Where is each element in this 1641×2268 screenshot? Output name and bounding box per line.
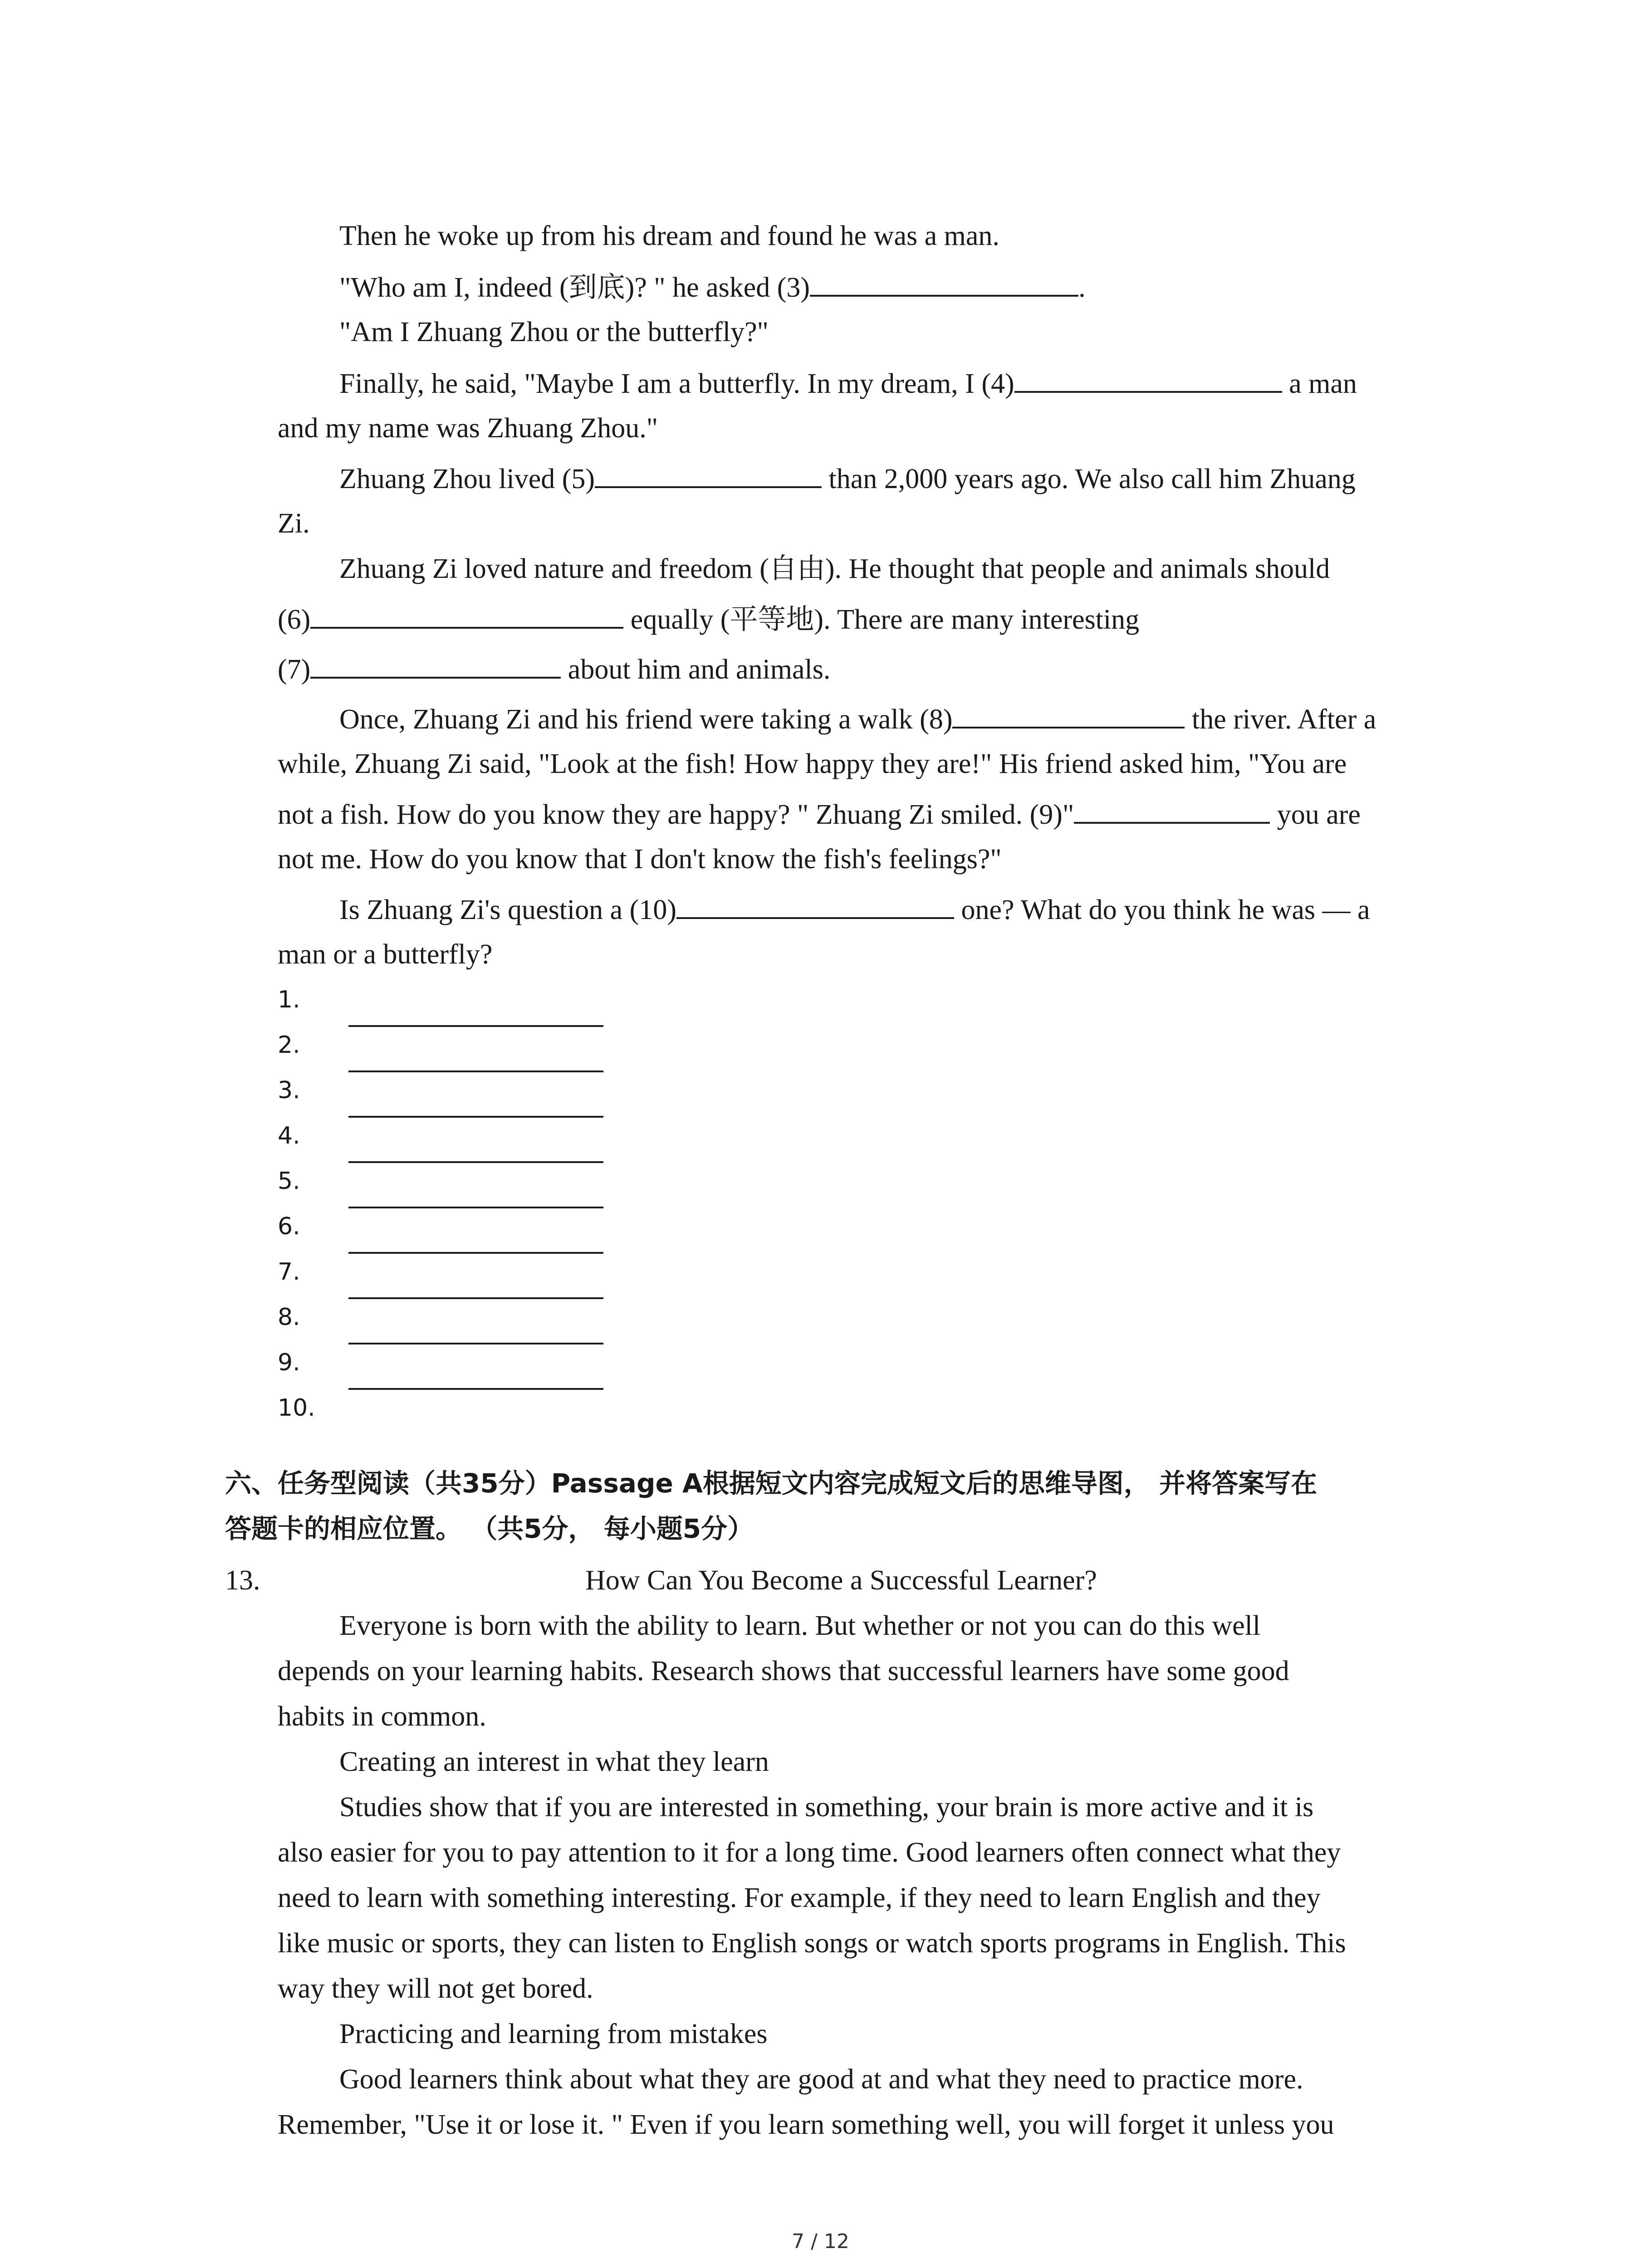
answer-line[interactable]: [348, 1343, 603, 1344]
answer-number: 5.: [278, 1168, 300, 1195]
passage-text: than 2,000 years ago. We also call him Zhuang: [822, 464, 1356, 494]
answer-line[interactable]: [348, 1116, 603, 1118]
passage-line-11: [339, 696, 1376, 742]
passage-text: .: [1078, 272, 1086, 303]
answer-line[interactable]: [348, 1207, 603, 1208]
passage-line-8: Zhuang Zi loved nature and freedom (自由). He thought that people and animals should: [339, 553, 1330, 584]
passage-line: Remember, "Use it or lose it. " Even if you learn something well, you will forget it unless you: [278, 2109, 1334, 2140]
passage-line-5: and my name was Zhuang Zhou.": [278, 413, 658, 444]
answer-line[interactable]: [348, 1297, 603, 1299]
fill-blank-7[interactable]: [310, 646, 561, 679]
passage-text: (6): [278, 604, 311, 635]
passage-text: Zhuang Zhou lived (5): [339, 464, 595, 494]
answer-line[interactable]: [348, 1070, 603, 1072]
passage-text: you are: [1270, 799, 1361, 830]
passage-text: not a fish. How do you know they are happy? " Zhuang Zi smiled. (9)": [278, 799, 1074, 830]
passage-line-1: Then he woke up from his dream and found he was a man.: [339, 220, 999, 251]
passage-text: one? What do you think he was — a: [954, 894, 1370, 925]
section-heading-line-1: 六、任务型阅读（共35分）Passage A根据短文内容完成短文后的思维导图， 并将答案写在: [225, 1468, 1318, 1499]
answer-number: 6.: [278, 1213, 300, 1240]
passage-line: Everyone is born with the ability to learn. But whether or not you can do this well: [339, 1610, 1261, 1641]
fill-blank-8[interactable]: [952, 696, 1185, 728]
passage-text: equally (平等地). There are many interesting: [623, 604, 1140, 635]
answer-line[interactable]: [348, 1388, 603, 1390]
passage-line: habits in common.: [278, 1701, 486, 1732]
answer-line[interactable]: [348, 1025, 603, 1027]
fill-blank-9[interactable]: [1074, 791, 1270, 824]
passage-subheading: Practicing and learning from mistakes: [339, 2019, 768, 2049]
answer-number: 8.: [278, 1304, 300, 1331]
fill-blank-5[interactable]: [595, 455, 822, 488]
passage-line: way they will not get bored.: [278, 1973, 593, 2004]
answer-number: 3.: [278, 1077, 300, 1104]
fill-blank-3[interactable]: [810, 264, 1078, 297]
passage-line-13: [278, 791, 1361, 837]
answer-number: 2.: [278, 1031, 300, 1059]
passage-line: need to learn with something interesting. For example, if they need to learn English and they: [278, 1882, 1321, 1913]
answer-line[interactable]: [348, 1252, 603, 1254]
passage-title: How Can You Become a Successful Learner?: [585, 1565, 1097, 1596]
answer-number: 9.: [278, 1349, 300, 1376]
fill-blank-4[interactable]: [1014, 360, 1282, 393]
passage-text: (7): [278, 654, 311, 685]
passage-text: Is Zhuang Zi's question a (10): [339, 894, 676, 925]
passage-line-3: "Am I Zhuang Zhou or the butterfly?": [339, 317, 769, 347]
answer-number: 4.: [278, 1122, 300, 1149]
passage-line-10: [278, 646, 830, 692]
passage-subheading: Creating an interest in what they learn: [339, 1746, 769, 1777]
question-number: 13.: [225, 1565, 260, 1596]
fill-blank-6[interactable]: [310, 596, 623, 629]
passage-line: depends on your learning habits. Research shows that successful learners have some good: [278, 1656, 1289, 1686]
answer-number: 1.: [278, 986, 300, 1013]
passage-text: Finally, he said, "Maybe I am a butterfly. In my dream, I (4): [339, 368, 1014, 399]
passage-line-7: Zi.: [278, 508, 310, 539]
passage-line: Studies show that if you are interested in something, your brain is more active and it is: [339, 1792, 1314, 1823]
passage-line: like music or sports, they can listen to English songs or watch sports programs in English. This: [278, 1928, 1346, 1959]
passage-text: a man: [1282, 368, 1357, 399]
passage-line-4: [339, 360, 1357, 406]
passage-text: "Who am I, indeed (到底)? " he asked (3): [339, 272, 810, 303]
passage-line-14: not me. How do you know that I don't know the fish's feelings?": [278, 844, 1002, 875]
passage-line: Good learners think about what they are good at and what they need to practice more.: [339, 2064, 1303, 2095]
passage-text: the river. After a: [1185, 704, 1376, 735]
answer-number: 7.: [278, 1258, 300, 1286]
answer-line[interactable]: [348, 1161, 603, 1163]
passage-line-9: [278, 596, 1139, 642]
page-number: 7 / 12: [792, 2230, 849, 2253]
passage-line-2: [339, 264, 1086, 310]
fill-blank-10[interactable]: [676, 886, 954, 919]
passage-text: about him and animals.: [561, 654, 831, 685]
passage-line-12: while, Zhuang Zi said, "Look at the fish! How happy they are!" His friend asked him, "You are: [278, 748, 1347, 779]
passage-text: Once, Zhuang Zi and his friend were taking a walk (8): [339, 704, 953, 735]
section-heading-line-2: 答题卡的相应位置。 （共5分， 每小题5分）: [225, 1513, 754, 1544]
passage-line-16: man or a butterfly?: [278, 939, 493, 970]
passage-line: also easier for you to pay attention to it for a long time. Good learners often connect what they: [278, 1837, 1341, 1868]
answer-number: 10.: [278, 1394, 315, 1422]
passage-line-15: [339, 886, 1370, 933]
passage-line-6: [339, 455, 1356, 502]
